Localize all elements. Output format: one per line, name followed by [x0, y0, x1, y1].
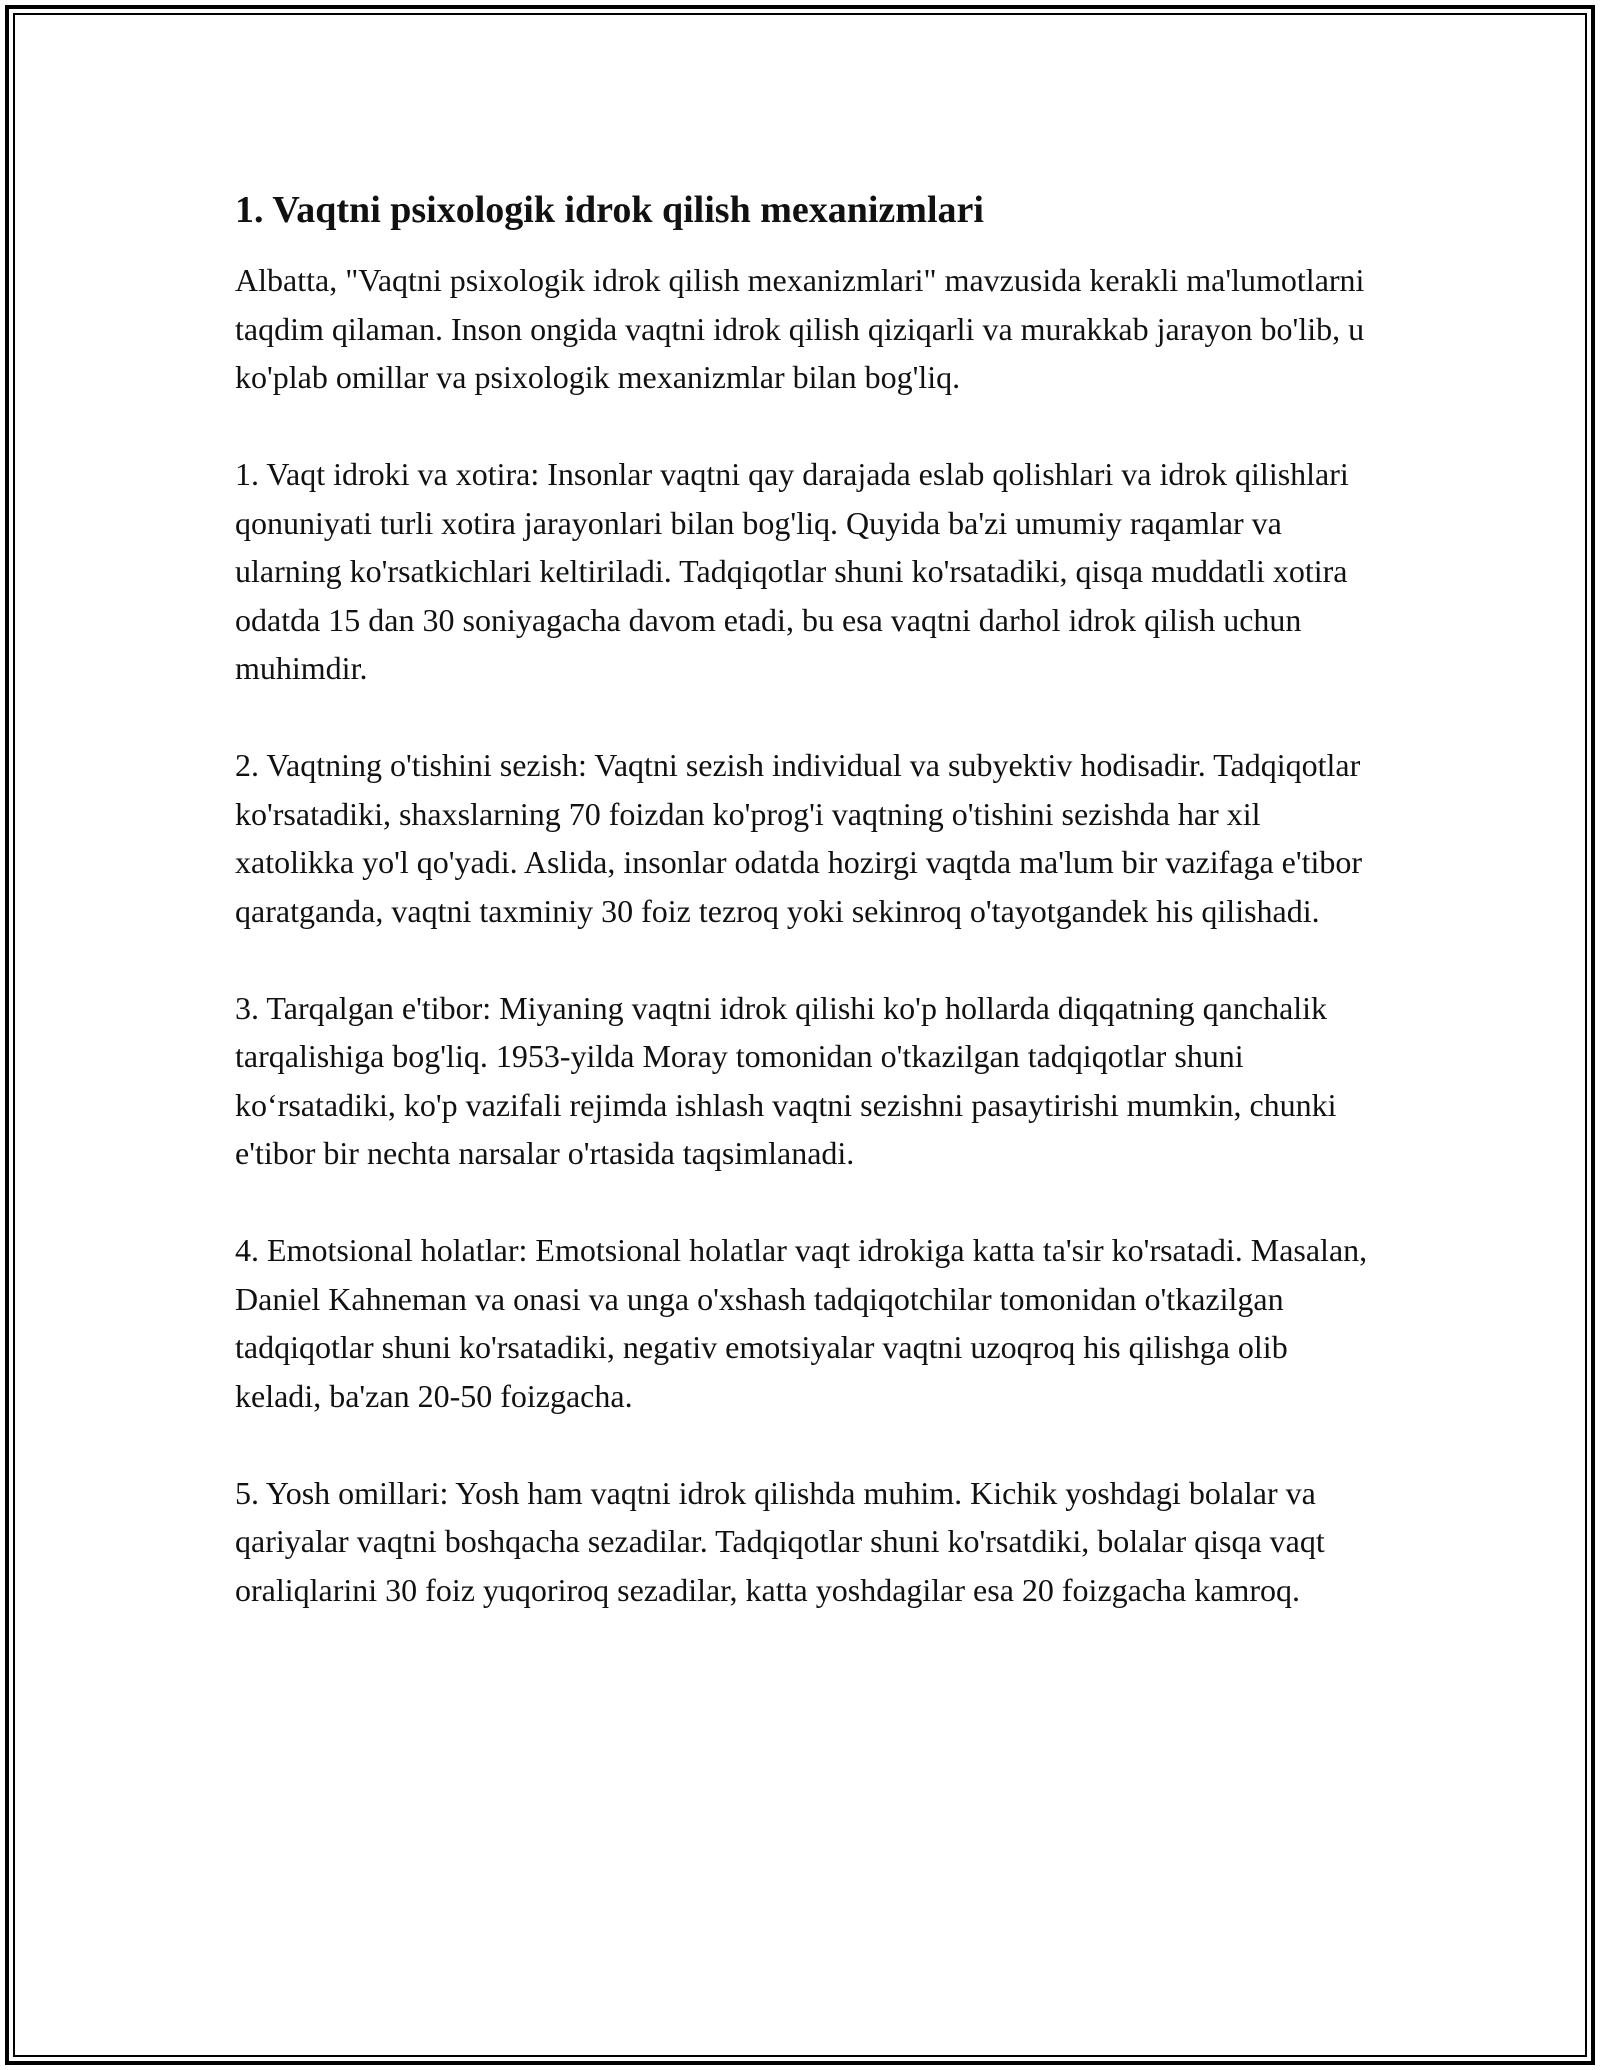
paragraph-divided-attention: 3. Tarqalgan e'tibor: Miyaning vaqtni idrok qilishi ko'p hollarda diqqatning qanchalik tarqalishiga bog'liq. 1953-yilda Moray tomonidan o'tkazilgan tadqiqotlar shuni ko‘rsatadiki, ko'p vazifali rejimda ishlash vaqtni sezishni pasaytirishi mumkin, chunki e'tibor bir nechta narsalar o'rtasida taqsimlanadi. — [235, 989, 1337, 1171]
paragraph-time-passage-sensing: 2. Vaqtning o'tishini sezish: Vaqtni sezish individual va subyektiv hodisadir. Tadqiqotlar ko'rsatadiki, shaxslarning 70 foizdan ko'prog'i vaqtning o'tishini sezishda har xil xatolikka yo'l qo'yadi. Aslida, insonlar odatda hozirgi vaqtda ma'lum bir vazifaga e'tibor qaratganda, vaqtni taxminiy 30 foiz tezroq yoki sekinroq o'tayotgandek his qilishadi. — [235, 747, 1363, 929]
paragraph-age-factors: 5. Yosh omillari: Yosh ham vaqtni idrok qilishda muhim. Kichik yoshdagi bolalar va qariyalar vaqtni boshqacha sezadilar. Tadqiqotlar shuni ko'rsatdiki, bolalar qisqa vaqt oraliqlarini 30 foiz yuqoriroq sezadilar, katta yoshdagilar esa 20 foizgacha kamroq. — [235, 1474, 1325, 1608]
paragraph-emotional-states: 4. Emotsional holatlar: Emotsional holatlar vaqt idrokiga katta ta'sir ko'rsatadi. Masalan, Daniel Kahneman va onasi va unga o'xshash tadqiqotchilar tomonidan o'tkazilgan tadqiqotlar shuni ko'rsatadiki, negativ emotsiyalar vaqtni uzoqroq his qilishga olib keladi, ba'zan 20-50 foizgacha. — [235, 1232, 1368, 1414]
paragraph-intro: Albatta, "Vaqtni psixologik idrok qilish mexanizmlari" mavzusida kerakli ma'lumotlarni taqdim qilaman. Inson ongida vaqtni idrok qilish qiziqarli va murakkab jarayon bo'lib, u ko'plab omillar va psixologik mexanizmlar bilan bog'liq. — [235, 262, 1365, 395]
paragraph-time-perception-memory: 1. Vaqt idroki va xotira: Insonlar vaqtni qay darajada eslab qolishlari va idrok qilishlari qonuniyati turli xotira jarayonlari bilan bog'liq. Quyida ba'zi umumiy raqamlar va ularning ko'rsatkichlari keltiriladi. Tadqiqotlar shuni ko'rsatadiki, qisqa muddatli xotira odatda 15 dan 30 soniyagacha davom etadi, bu esa vaqtni darhol idrok qilish uchun muhimdir. — [235, 456, 1349, 686]
document-body — [235, 186, 1375, 1663]
document-title: 1. Vaqtni psixologik idrok qilish mexanizmlari — [235, 189, 984, 231]
